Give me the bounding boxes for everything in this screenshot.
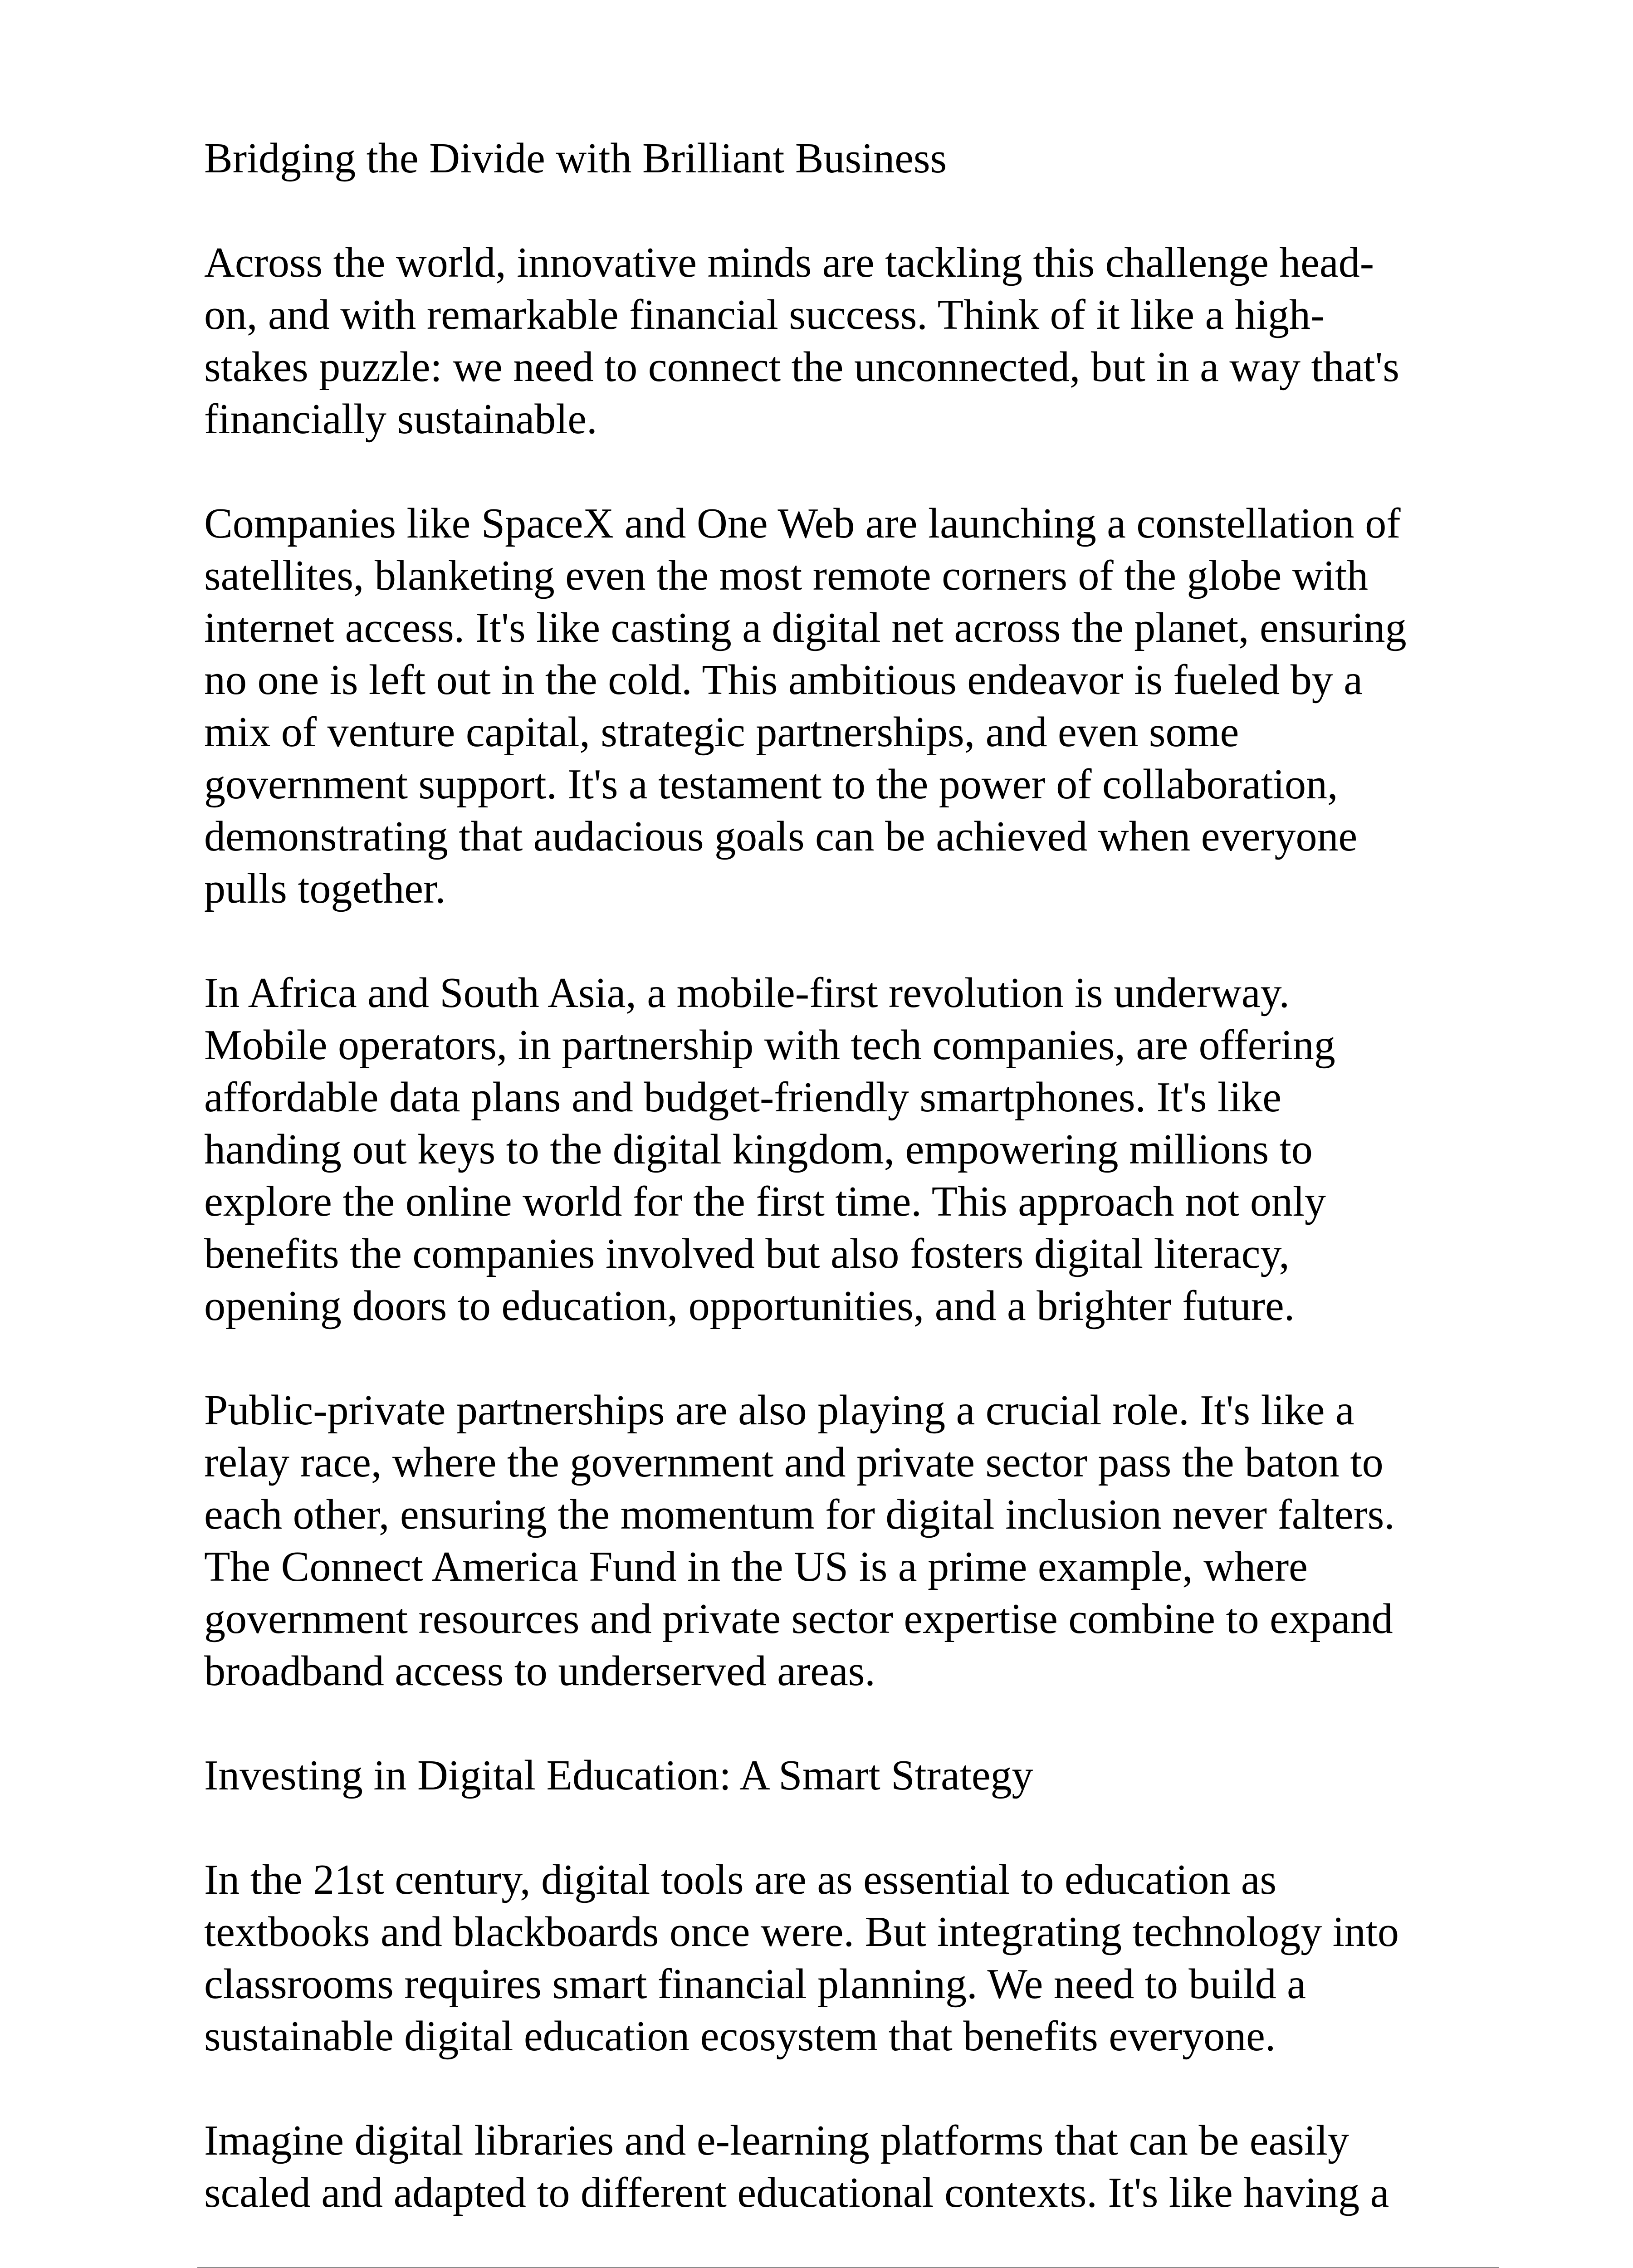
text-line: broadband access to underserved areas.	[204, 1647, 875, 1695]
text-line: sustainable digital education ecosystem that benefits everyone.	[204, 2013, 1276, 2060]
paragraph-6	[204, 2115, 1520, 2219]
text-line: benefits the companies involved but also fosters digital literacy,	[204, 1230, 1290, 1277]
text-line: Across the world, innovative minds are tackling this challenge head-	[204, 239, 1374, 286]
text-line: Bridging the Divide with Brilliant Business	[204, 135, 947, 182]
text-line: In the 21st century, digital tools are as essential to education as	[204, 1856, 1277, 1903]
text-line: handing out keys to the digital kingdom, empowering millions to	[204, 1126, 1313, 1173]
paragraph-1	[204, 237, 1520, 445]
text-line: Companies like SpaceX and One Web are launching a constellation of	[204, 500, 1401, 547]
text-line: relay race, where the government and private sector pass the baton to	[204, 1439, 1384, 1486]
paragraph-5	[204, 1854, 1520, 2063]
text-line: financially sustainable.	[204, 396, 597, 443]
text-line: opening doors to education, opportunities, and a brighter future.	[204, 1282, 1295, 1330]
text-line: Imagine digital libraries and e-learning platforms that can be easily	[204, 2117, 1349, 2164]
text-line: pulls together.	[204, 865, 446, 912]
text-line: Mobile operators, in partnership with tech companies, are offering	[204, 1022, 1335, 1069]
text-line: internet access. It's like casting a digital net across the planet, ensuring	[204, 604, 1407, 651]
text-line: demonstrating that audacious goals can be achieved when everyone	[204, 813, 1358, 860]
text-line: textbooks and blackboards once were. But integrating technology into	[204, 1908, 1399, 1955]
section-heading-2	[204, 1750, 1520, 1802]
paragraph-2	[204, 498, 1520, 915]
text-line: scaled and adapted to different educational contexts. It's like having a	[204, 2169, 1389, 2216]
text-line: In Africa and South Asia, a mobile-first revolution is underway.	[204, 969, 1290, 1017]
text-line: The Connect America Fund in the US is a prime example, where	[204, 1543, 1308, 1590]
text-line: each other, ensuring the momentum for digital inclusion never falters.	[204, 1491, 1395, 1538]
text-line: government support. It's a testament to the power of collaboration,	[204, 761, 1338, 808]
text-line: Investing in Digital Education: A Smart Strategy	[204, 1752, 1033, 1799]
page-body	[204, 132, 1520, 2268]
text-line: mix of venture capital, strategic partnerships, and even some	[204, 709, 1239, 756]
paragraph-4	[204, 1384, 1520, 1697]
text-line: explore the online world for the first time. This approach not only	[204, 1178, 1326, 1225]
section-heading-1	[204, 132, 1520, 185]
text-line: no one is left out in the cold. This ambitious endeavor is fueled by a	[204, 656, 1363, 704]
text-line: affordable data plans and budget-friendly smartphones. It's like	[204, 1074, 1281, 1121]
text-line: government resources and private sector expertise combine to expand	[204, 1595, 1393, 1642]
text-line: satellites, blanketing even the most remote corners of the globe with	[204, 552, 1368, 599]
text-line: classrooms requires smart financial planning. We need to build a	[204, 1960, 1306, 2008]
text-line: stakes puzzle: we need to connect the unconnected, but in a way that's	[204, 343, 1399, 391]
text-line: Public-private partnerships are also playing a crucial role. It's like a	[204, 1387, 1354, 1434]
paragraph-3	[204, 967, 1520, 1332]
text-line: on, and with remarkable financial success. Think of it like a high-	[204, 291, 1325, 338]
